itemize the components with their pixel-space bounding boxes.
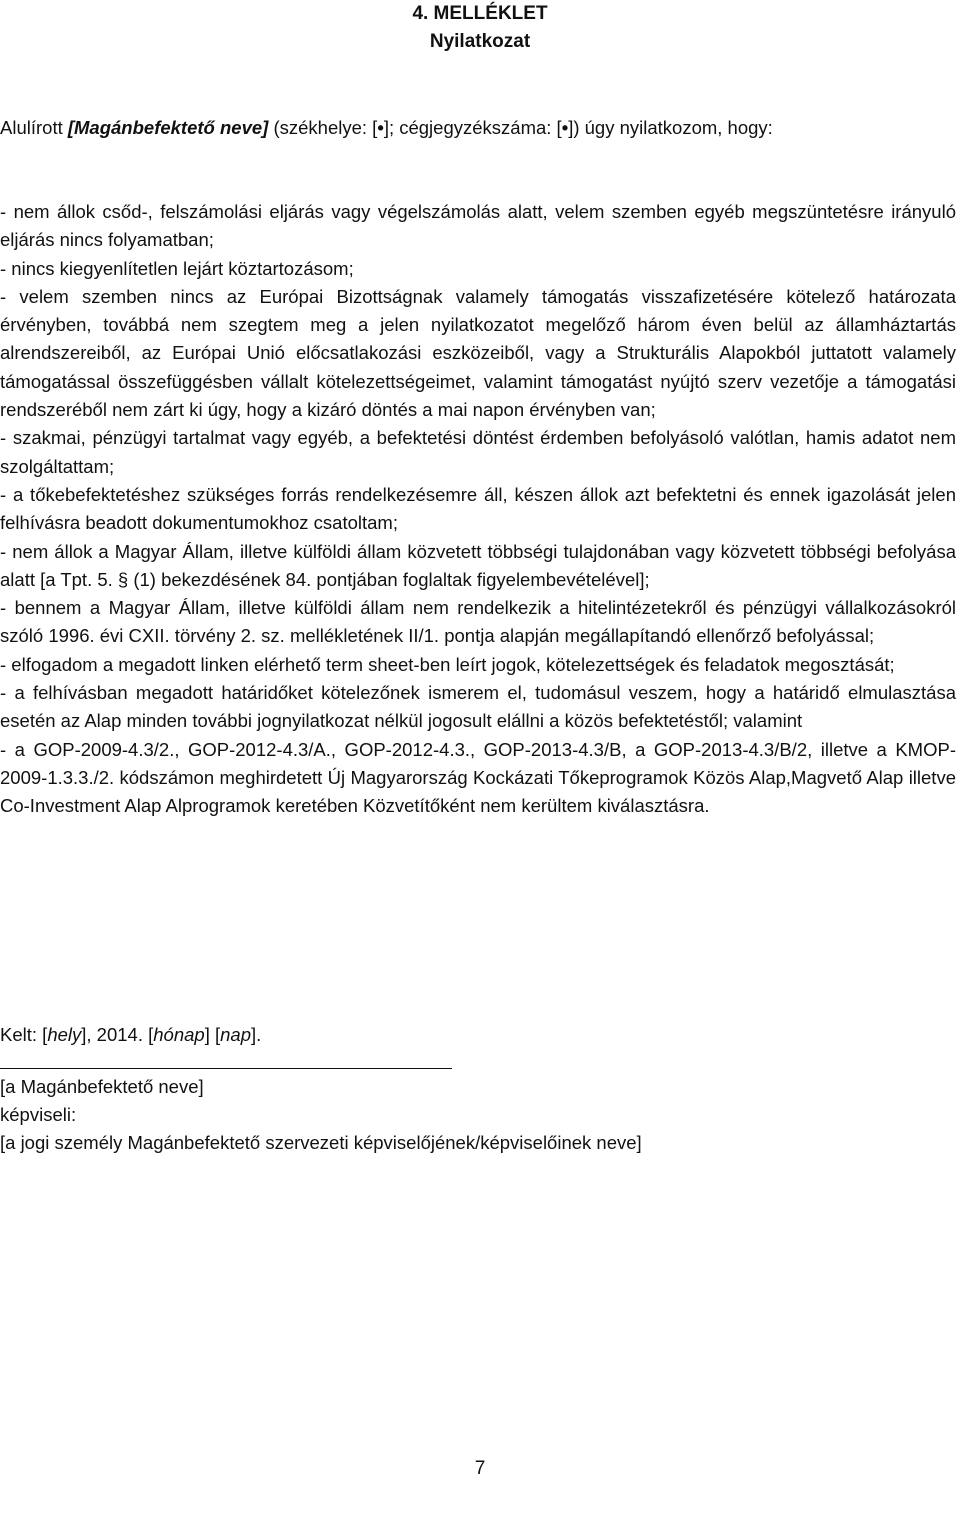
place-placeholder: hely — [47, 1024, 82, 1045]
day-placeholder: nap — [220, 1024, 252, 1045]
representative-name: [a jogi személy Magánbefektető szervezeti képviselőjének/képviselőinek neve] — [0, 1132, 642, 1153]
intro-paragraph — [0, 114, 960, 142]
date-suffix: ]. — [251, 1024, 262, 1045]
statement-item: - bennem a Magyar Állam, illetve külföldi állam nem rendelkezik a hitelintézetekről és pénzügyi vállalkozásokról szóló 1996. évi CXII. törvény 2. sz. mellékletének II/1. pontja alapján megállapítandó ellenőrző befolyással; — [0, 597, 956, 647]
represented-by-label: képviseli: — [0, 1104, 77, 1125]
registration-bullet: • — [561, 117, 569, 138]
statement-item: - a tőkebefektetéshez szükséges forrás rendelkezésemre áll, készen állok azt befektetni és ennek igazolását jelen felhívásra beadott dokumentumokhoz csatoltam; — [0, 483, 956, 534]
statement-item: - velem szemben nincs az Európai Bizottságnak valamely támogatás visszafizetésére kötelező határozata érvényben, továbbá nem szegtem meg a jelen nyilatkozatot megelőző három éven belül az államháztartás alrendszereiből, az Európai Unió előcsatlakozási eszközeiből, vagy a Strukturális Alapokból juttatott valamely támogatással összefüggésben vállalt kötelezettségeimet, valamint támogatást nyújtó szerv vezetője a támogatási rendszeréből nem zárt ki úgy, hogy a kizáró döntés a mai napon érvényben van; — [0, 285, 956, 421]
signature-block — [0, 1073, 642, 1157]
intro-prefix: Alulírott — [0, 117, 68, 138]
date-mid-1: ], 2014. [ — [81, 1024, 154, 1045]
date-prefix: Kelt: [ — [0, 1024, 48, 1045]
statement-item: - elfogadom a megadott linken elérhető term sheet-ben leírt jogok, kötelezettségek és feladatok megosztását; — [0, 653, 895, 675]
investor-name-placeholder: [Magánbefektető neve] — [67, 117, 269, 138]
signature-line — [0, 1068, 452, 1069]
date-line — [0, 1021, 261, 1049]
statement-list — [0, 198, 956, 821]
annex-label: 4. MELLÉKLET — [412, 3, 548, 24]
statement-item: - szakmai, pénzügyi tartalmat vagy egyéb, a befektetési döntést érdemben befolyásoló valótlan, hamis adatot nem szolgáltattam; — [0, 427, 956, 477]
month-placeholder: hónap — [153, 1024, 205, 1045]
seat-bullet: • — [377, 117, 384, 138]
date-mid-2: ] [ — [204, 1024, 221, 1045]
page-number: 7 — [474, 1458, 486, 1479]
intro-suffix: ]) úgy nyilatkozom, hogy: — [568, 117, 773, 138]
intro-middle: (székhelye: [ — [268, 117, 378, 138]
statement-item: - nem állok csőd-, felszámolási eljárás vagy végelszámolás alatt, velem szemben egyéb megszüntetésre irányuló eljárás nincs folyamatban; — [0, 201, 956, 251]
statement-item: - a felhívásban megadott határidőket kötelezőnek ismerem el, tudomásul veszem, hogy a határidő elmulasztása esetén az Alap minden további jognyilatkozat nélkül jogosult elállni a közös befektetéstől; valamint — [0, 682, 956, 732]
signatory-name: [a Magánbefektető neve] — [0, 1076, 204, 1097]
statement-item: - nincs kiegyenlítetlen lejárt köztartozásom; — [0, 257, 354, 279]
intro-middle-2: ]; cégjegyzékszáma: [ — [383, 117, 562, 138]
document-title: Nyilatkozat — [429, 31, 531, 52]
statement-item: - nem állok a Magyar Állam, illetve külföldi állam közvetett többségi tulajdonában vagy közvetett többségi befolyása alatt [a Tpt. 5. § (1) bekezdésének 84. pontjában foglaltak figyelembevételével]; — [0, 540, 956, 590]
statement-item: - a GOP-2009-4.3/2., GOP-2012-4.3/A., GOP-2012-4.3., GOP-2013-4.3/B, a GOP-2013-4.3/B/2, illetve a KMOP-2009-1.3.3./2. kódszámon meghirdetett Új Magyarország Kockázati Tőkeprogramok Közös Alap,Magvető Alap illetve Co-Investment Alap Alprogramok keretében Közvetítőként nem kerültem kiválasztásra. — [0, 738, 956, 817]
